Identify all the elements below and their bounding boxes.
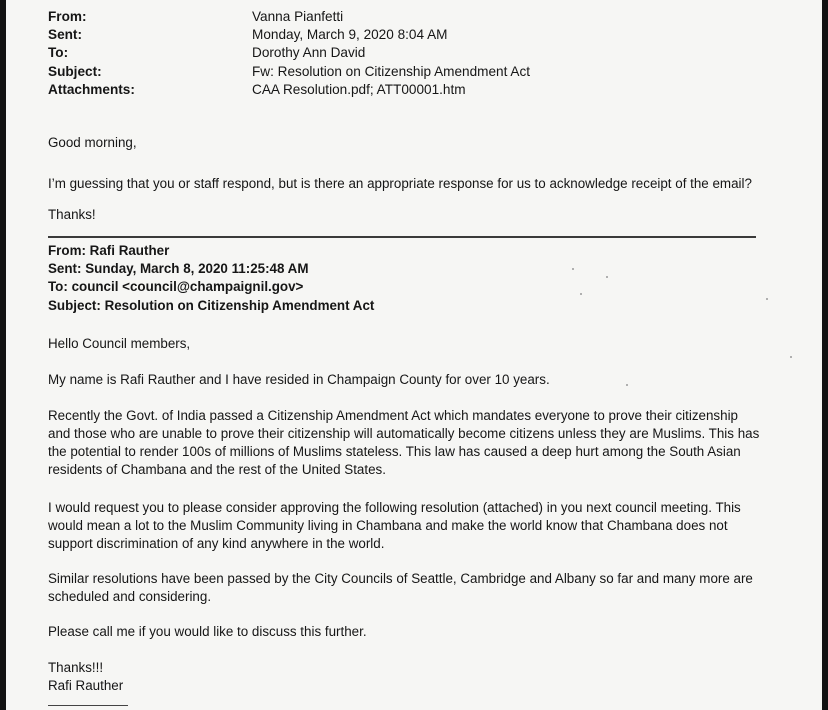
from-value: Vanna Pianfetti xyxy=(252,9,344,24)
para-2-line: residents of Chambana and the rest of the United States. xyxy=(48,462,386,477)
fwd-subject-label: Subject: xyxy=(48,297,101,313)
scan-speck xyxy=(580,293,582,295)
reply-greeting: Good morning, xyxy=(48,135,137,150)
para-2-line: Recently the Govt. of India passed a Citizenship Amendment Act which mandates everyone to prove their citizenship xyxy=(48,408,738,423)
fwd-sent-label: Sent: xyxy=(48,261,82,277)
para-4-line: scheduled and considering. xyxy=(48,589,212,604)
scan-speck xyxy=(766,298,768,300)
fwd-from-label: From: xyxy=(48,243,86,258)
sent-value: Monday, March 9, 2020 8:04 AM xyxy=(252,27,448,43)
subject-value: Fw: Resolution on Citizenship Amendment Act xyxy=(252,63,531,79)
email-printout-page xyxy=(6,0,822,710)
scan-speck xyxy=(790,356,792,358)
subject-label: Subject: xyxy=(48,63,102,79)
message-para-4 xyxy=(48,570,778,606)
para-4-line: Similar resolutions have been passed by the City Councils of Seattle, Cambridge and Albany so far and many more are xyxy=(48,571,753,586)
message-para-1: My name is Rafi Rauther and I have resided in Champaign County for over 10 years. xyxy=(48,372,550,387)
para-3-line: I would request you to please consider approving the following resolution (attached) in you next council meeting. This xyxy=(48,500,741,515)
attachments-value: CAA Resolution.pdf; ATT00001.htm xyxy=(252,81,466,97)
fwd-sent-value: Sunday, March 8, 2020 11:25:48 AM xyxy=(85,261,309,277)
email-header xyxy=(48,8,530,99)
reply-body: I’m guessing that you or staff respond, but is there an appropriate response for us to acknowledge receipt of the email? xyxy=(48,176,752,191)
para-3-line: would mean a lot to the Muslim Community living in Chambana and make the world know that Chambana does not xyxy=(48,518,728,533)
scan-speck xyxy=(572,268,574,270)
to-label: To: xyxy=(48,45,69,61)
fwd-subject-value: Resolution on Citizenship Amendment Act xyxy=(104,297,375,313)
to-value: Dorothy Ann David xyxy=(252,45,366,61)
scan-speck xyxy=(626,384,628,386)
from-label: From: xyxy=(48,9,87,24)
message-signoff: Thanks!!! xyxy=(48,660,104,675)
attachments-label: Attachments: xyxy=(48,81,135,97)
fwd-from-value: Rafi Rauther xyxy=(89,243,170,258)
message-para-2 xyxy=(48,407,778,479)
message-signature: Rafi Rauther xyxy=(48,678,124,693)
fwd-to-value: council <council@champaignil.gov> xyxy=(71,279,304,295)
message-para-5: Please call me if you would like to discuss this further. xyxy=(48,624,367,639)
fwd-to-label: To: xyxy=(48,279,68,295)
forward-divider xyxy=(48,236,756,238)
para-2-line: the potential to render 100s of millions of Muslims stateless. This law has caused a deep hurt among the South Asian xyxy=(48,444,741,459)
message-para-3 xyxy=(48,499,778,553)
reply-closing: Thanks! xyxy=(48,207,96,222)
scan-speck xyxy=(606,276,608,278)
forwarded-header xyxy=(48,242,374,315)
signature-rule xyxy=(48,705,128,706)
para-3-line: support discrimination of any kind anywhere in the world. xyxy=(48,536,385,551)
message-greeting: Hello Council members, xyxy=(48,336,191,351)
sent-label: Sent: xyxy=(48,27,82,43)
para-2-line: and those who are unable to prove their citizenship will automatically become citizens unless they are Muslims. This has xyxy=(48,426,760,441)
